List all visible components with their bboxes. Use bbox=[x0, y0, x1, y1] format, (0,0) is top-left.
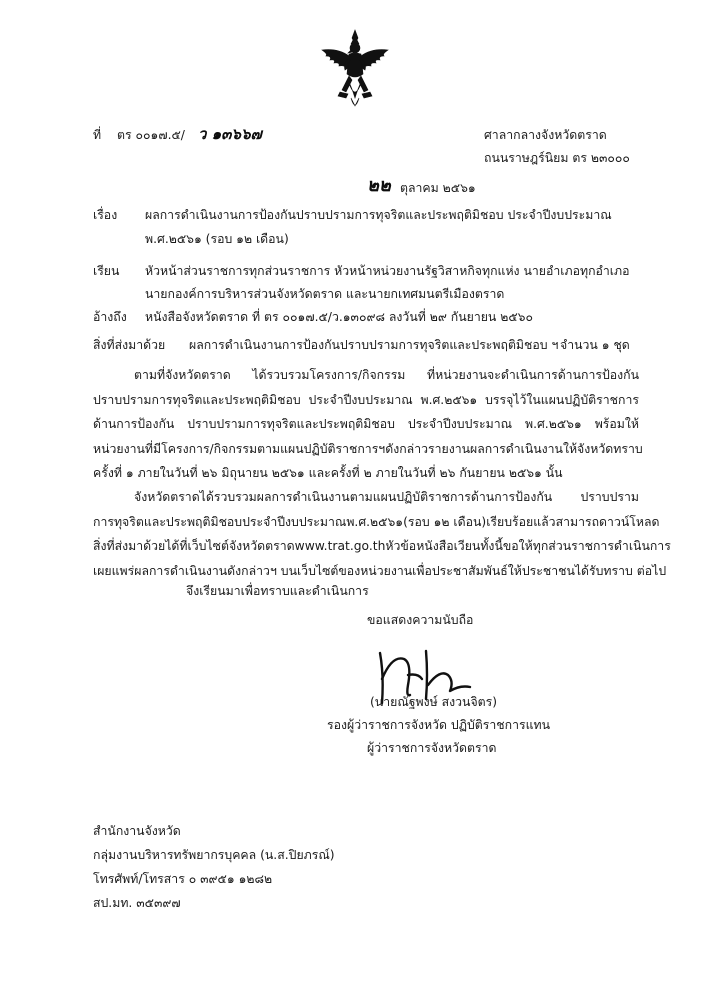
text-segment: พร้อมให้ bbox=[594, 417, 639, 431]
date-day-handwritten: ๒๒ bbox=[367, 175, 391, 196]
website-url: www.trat.go.th bbox=[294, 539, 386, 553]
signer-title-2: ผู้ว่าราชการจังหวัดตราด bbox=[367, 741, 497, 755]
paragraph-line bbox=[93, 388, 639, 413]
text-segment: การทุจริตและประพฤติมิชอบ bbox=[93, 514, 243, 529]
text-segment: ปราบปรามการทุจริตและประพฤติมิชอบ bbox=[187, 417, 395, 431]
enclosure-label: สิ่งที่ส่งมาด้วย bbox=[93, 338, 166, 352]
ref-label: ที่ bbox=[93, 128, 102, 142]
text-segment: ครั้งที่ ๑ ภายในวันที่ ๒๖ มิถุนายน ๒๕๖๑ และครั้งที่ ๒ ภายในวันที่ ๒๖ กันยายน ๒๕๖๑ นั้น bbox=[93, 466, 563, 480]
garuda-emblem-icon bbox=[318, 28, 392, 112]
text-segment: บรรจุไว้ในแผนปฏิบัติราชการ bbox=[485, 392, 639, 407]
reference-text: หนังสือจังหวัดตราด ที่ ตร ๐๐๑๗.๕/ว.๑๓๐๙๘ ลงวันที่ ๒๙ กันยายน ๒๕๖๐ bbox=[145, 310, 533, 324]
text-segment: ได้รวบรวมโครงการ/กิจกรรม bbox=[252, 368, 406, 382]
text-segment: ตามที่จังหวัดตราด bbox=[134, 368, 231, 382]
paragraph-line bbox=[93, 510, 660, 535]
paragraph-line bbox=[93, 485, 639, 510]
subject-label: เรื่อง bbox=[93, 208, 118, 222]
reference-label: อ้างถึง bbox=[93, 310, 127, 324]
addressee-line-2: นายกองค์การบริหารส่วนจังหวัดตราด และนายกเทศมนตรีเมืองตราด bbox=[145, 287, 505, 301]
signer-name: (นายณัฐพงษ์ สงวนจิตร) bbox=[370, 695, 498, 709]
sender-office: ศาลากลางจังหวัดตราด bbox=[484, 128, 607, 142]
signer-title-1: รองผู้ว่าราชการจังหวัด ปฏิบัติราชการแทน bbox=[327, 718, 551, 732]
text-segment: ทั้งนี้ bbox=[480, 539, 503, 553]
text-segment: ดังกล่าว bbox=[385, 441, 428, 456]
footer-division: กลุ่มงานบริหารทรัพยากรบุคคล (น.ส.ปิยภรณ์) bbox=[93, 848, 335, 862]
text-segment: ปราบปราม bbox=[580, 490, 639, 504]
paragraph-line bbox=[93, 534, 671, 559]
paragraph-line bbox=[93, 412, 639, 437]
text-segment: ด้านการป้องกัน bbox=[93, 417, 175, 431]
closing-request: จึงเรียนมาเพื่อทราบและดำเนินการ bbox=[186, 584, 369, 598]
text-segment: (รอบ ๑๒ เดือน) bbox=[403, 514, 487, 529]
paragraph-line bbox=[93, 363, 639, 388]
ref-number: ตร ๐๐๑๗.๕/ bbox=[117, 128, 185, 142]
text-segment: พ.ศ.๒๕๖๑ bbox=[524, 417, 582, 431]
text-segment: หนังสือเวียน bbox=[416, 539, 481, 553]
text-segment: พ.ศ.๒๕๖๑ bbox=[420, 392, 478, 407]
footer-phone: โทรศัพท์/โทรสาร ๐ ๓๙๕๑ ๑๒๘๒ bbox=[93, 872, 273, 886]
courtesy-closing: ขอแสดงความนับถือ bbox=[367, 613, 474, 627]
text-segment: พ.ศ.๒๕๖๑ bbox=[346, 514, 404, 529]
text-segment: ที่หน่วยงานจะดำเนินการด้านการป้องกัน bbox=[426, 368, 639, 382]
text-segment: จังหวัดตราดได้รวบรวมผลการดำเนินงานตามแผนปฏิบัติราชการด้านการป้องกัน bbox=[134, 490, 553, 504]
enclosure-text: ผลการดำเนินงานการป้องกันปราบปรามการทุจริตและประพฤติมิชอบ ฯ bbox=[189, 338, 559, 352]
footer-code: สป.มท. ๓๕๓๙๗ bbox=[93, 896, 181, 910]
text-segment: ปราบปรามการทุจริตและประพฤติมิชอบ bbox=[93, 392, 301, 407]
footer-office: สำนักงานจังหวัด bbox=[93, 824, 181, 838]
text-segment: ประจำปีงบประมาณ bbox=[407, 417, 513, 431]
sender-address: ถนนราษฎร์นิยม ตร ๒๓๐๐๐ bbox=[484, 151, 630, 165]
text-segment: ตามแผนปฏิบัติราชการฯ bbox=[257, 441, 386, 456]
text-segment: ประจำปีงบประมาณ bbox=[242, 514, 347, 529]
addressee-line-1: หัวหน้าส่วนราชการทุกส่วนราชการ หัวหน้าหน่วยงานรัฐวิสาหกิจทุกแห่ง นายอำเภอทุกอำเภอ bbox=[145, 264, 630, 278]
date-month-year: ตุลาคม ๒๕๖๑ bbox=[400, 181, 476, 195]
text-segment: ขอให้ทุกส่วนราชการดำเนินการ bbox=[502, 539, 671, 553]
addressee-label: เรียน bbox=[93, 264, 120, 278]
text-segment: หน่วยงานที่มีโครงการ/กิจกรรม bbox=[93, 441, 258, 456]
paragraph-line bbox=[93, 559, 667, 584]
text-segment: เผยแพร่ผลการดำเนินงานดังกล่าวฯ บนเว็บไซต์ของหน่วยงานเพื่อประชาสัมพันธ์ให้ประชาชนได้รับทราบ ต่อไป bbox=[93, 563, 667, 578]
subject-line-1: ผลการดำเนินงานการป้องกันปราบปรามการทุจริตและประพฤติมิชอบ ประจำปีงบประมาณ bbox=[145, 208, 612, 222]
body-paragraph-1 bbox=[93, 363, 643, 486]
text-segment: สิ่งที่ส่งมาด้วยได้ที่เว็บไซต์จังหวัดตราด bbox=[93, 539, 295, 553]
enclosure-count: จำนวน ๑ ชุด bbox=[560, 338, 630, 352]
text-segment: เรียบร้อยแล้ว bbox=[486, 514, 556, 529]
subject-line-2: พ.ศ.๒๕๖๑ (รอบ ๑๒ เดือน) bbox=[145, 232, 289, 246]
text-segment: สามารถดาวน์โหลด bbox=[555, 514, 660, 529]
text-segment: หัวข้อ bbox=[385, 539, 417, 553]
ref-handwritten-number: ว ๑๓๖๖๗ bbox=[198, 125, 262, 143]
text-segment: รายงานผลการดำเนินงานให้จังหวัดทราบ bbox=[428, 441, 643, 456]
paragraph-line bbox=[93, 461, 639, 486]
paragraph-line bbox=[93, 437, 643, 462]
text-segment: ประจำปีงบประมาณ bbox=[308, 392, 413, 407]
body-paragraph-2 bbox=[93, 485, 671, 583]
